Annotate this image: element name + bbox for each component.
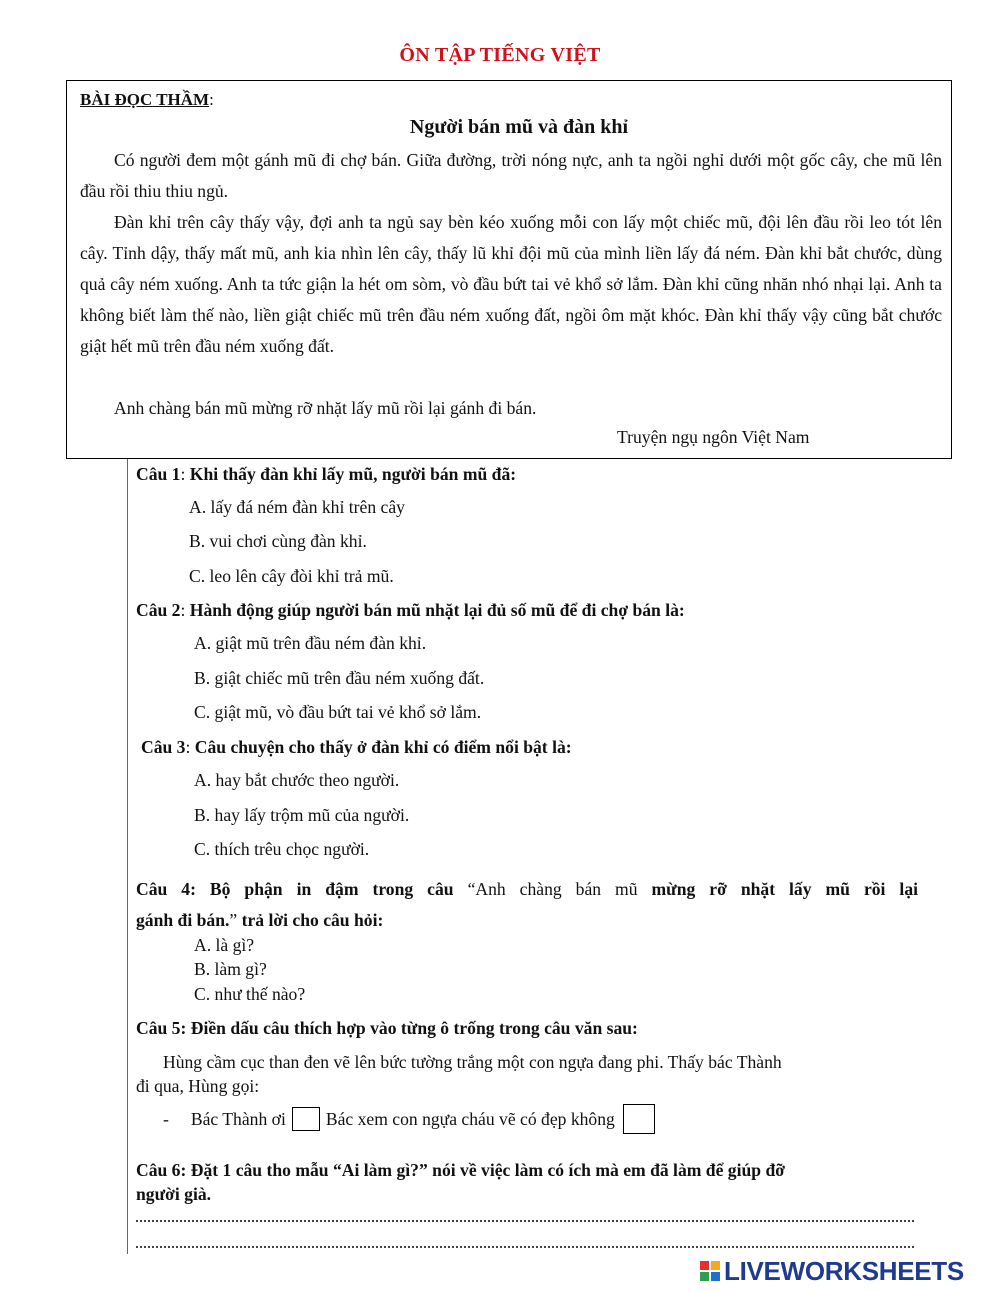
question-5: Câu 5: Điền dấu câu thích hợp vào từng ô trống trong câu văn sau: <box>136 1018 638 1038</box>
question-2-option-b[interactable]: B. giật chiếc mũ trên đầu ném xuống đất. <box>194 668 485 688</box>
question-2-text: Hành động giúp người bán mũ nhặt lại đủ số mũ để đi chợ bán là: <box>189 600 685 620</box>
question-1-label: Câu 1 <box>136 464 181 484</box>
question-4-quote-end: ” <box>229 910 242 930</box>
question-4-option-b[interactable]: B. làm gì? <box>194 959 267 979</box>
question-4-bold-part-end: gánh đi bán. <box>136 910 230 930</box>
question-6-line-1: Câu 6: Đặt 1 câu tho mẫu “Ai làm gì?” nói về việc làm có ích mà em đã làm để giúp đỡ <box>136 1160 785 1180</box>
dialogue-dash: - <box>163 1109 169 1129</box>
question-5-sentence-line-2: đi qua, Hùng gọi: <box>136 1076 260 1096</box>
question-4-option-a[interactable]: A. là gì? <box>194 935 255 955</box>
logo-text: LIVEWORKSHEETS <box>724 1255 964 1286</box>
reading-label-text: BÀI ĐỌC THẦM <box>80 90 210 109</box>
question-3-option-a[interactable]: A. hay bắt chước theo người. <box>194 770 400 790</box>
answer-line-1[interactable] <box>136 1220 914 1222</box>
question-3-option-b[interactable]: B. hay lấy trộm mũ của người. <box>194 805 410 825</box>
reading-section-label <box>80 90 214 110</box>
question-3-text: Câu chuyện cho thấy ở đàn khỉ có điểm nổi bật là: <box>194 737 572 757</box>
left-margin-line <box>127 459 128 1254</box>
question-3 <box>141 732 572 762</box>
logo-blocks-icon <box>700 1261 720 1281</box>
punctuation-box-2[interactable] <box>623 1104 655 1134</box>
question-4-bold-part: mừng rỡ nhặt lấy mũ rồi lại <box>651 879 918 899</box>
page-title: ÔN TẬP TIẾNG VIỆT <box>399 44 601 66</box>
question-4-line-1 <box>136 874 918 904</box>
story-paragraph-3 <box>80 393 942 424</box>
question-2 <box>136 595 685 625</box>
question-3-sep: : <box>185 737 195 757</box>
question-4-ask: trả lời cho câu hỏi: <box>241 910 384 930</box>
liveworksheets-logo <box>700 1256 964 1286</box>
story-paragraph-1-text: Có người đem một gánh mũ đi chợ bán. Giữa đường, trời nóng nực, anh ta ngồi nghỉ dưới một gốc cây, che mũ lên đầu rồi thiu thiu ngủ. <box>80 150 942 201</box>
question-2-option-c[interactable]: C. giật mũ, vò đầu bứt tai vẻ khổ sở lắm. <box>194 702 482 722</box>
question-3-option-c[interactable]: C. thích trêu chọc người. <box>194 839 370 859</box>
answer-line-2[interactable] <box>136 1246 914 1248</box>
question-3-label: Câu 3 <box>141 737 186 757</box>
question-2-sep: : <box>180 600 190 620</box>
story-title: Người bán mũ và đàn khỉ <box>409 116 629 138</box>
question-4-quote-start: “Anh chàng bán mũ <box>453 879 652 899</box>
story-paragraph-2-text: Đàn khỉ trên cây thấy vậy, đợi anh ta ngủ say bèn kéo xuống mỗi con lấy một chiếc mũ, đội lên đầu rồi leo tót lên cây. Tỉnh dậy, thấy mất mũ, anh kia nhìn lên cây, thấy lũ khỉ đội mũ của mình liền lấy đá ném. Đàn khỉ bắt chước, dùng quả cây ném xuống. Anh ta tức giận la hét om sòm, vò đầu bứt tai vẻ khổ sở lắm. Đàn khỉ cũng nhăn nhó nhại lại. Anh ta không biết làm thế nào, liền giật chiếc mũ trên đầu ném xuống đất, ngồi ôm mặt khóc. Đàn khỉ thấy vậy cũng bắt chước giật hết mũ trên đầu ném xuống đất. <box>80 212 942 356</box>
question-4-option-c[interactable]: C. như thế nào? <box>194 984 306 1004</box>
story-paragraph-2 <box>80 207 942 362</box>
question-2-option-a[interactable]: A. giật mũ trên đầu ném đàn khỉ. <box>194 633 427 653</box>
question-4-line-2 <box>136 905 383 935</box>
question-1-option-b[interactable]: B. vui chơi cùng đàn khỉ. <box>189 531 367 551</box>
reading-label-colon: : <box>209 90 214 109</box>
story-paragraph-3-text: Anh chàng bán mũ mừng rỡ nhặt lấy mũ rồi lại gánh đi bán. <box>114 398 537 418</box>
question-1-sep: : <box>180 464 190 484</box>
question-2-label: Câu 2 <box>136 600 181 620</box>
question-4-intro: Câu 4: Bộ phận in đậm trong câu <box>136 879 454 899</box>
fill-text-part-1: Bác Thành ơi <box>190 1109 286 1129</box>
fill-text-part-2: Bác xem con ngựa cháu vẽ có đẹp không <box>325 1109 615 1129</box>
question-1 <box>136 459 516 489</box>
story-paragraph-1 <box>80 145 942 207</box>
question-5-sentence-line-1: Hùng cầm cục than đen vẽ lên bức tường trắng một con ngựa đang phi. Thấy bác Thành <box>163 1052 782 1072</box>
story-source: Truyện ngụ ngôn Việt Nam <box>617 427 810 447</box>
question-6-line-2: người già. <box>136 1184 212 1204</box>
question-1-text: Khi thấy đàn khỉ lấy mũ, người bán mũ đã: <box>189 464 517 484</box>
question-5-fill-line <box>163 1104 661 1134</box>
punctuation-box-1[interactable] <box>292 1107 320 1131</box>
question-1-option-c[interactable]: C. leo lên cây đòi khỉ trả mũ. <box>189 566 394 586</box>
question-1-option-a[interactable]: A. lấy đá ném đàn khỉ trên cây <box>189 497 405 517</box>
